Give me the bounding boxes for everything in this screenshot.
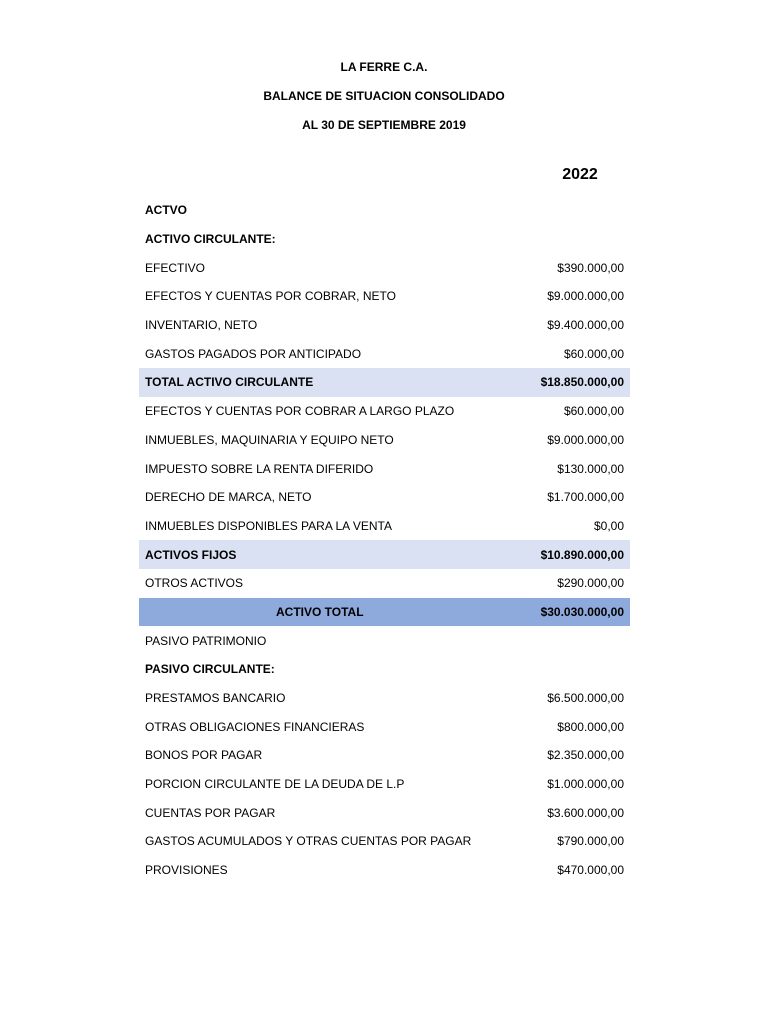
row-amount: $9.000.000,00 xyxy=(547,289,624,304)
row-label: PORCION CIRCULANTE DE LA DEUDA DE L.P xyxy=(145,777,405,792)
row-amount: $0,00 xyxy=(593,518,624,533)
table-row xyxy=(139,483,630,512)
table-row xyxy=(139,397,630,426)
table-row xyxy=(139,512,630,541)
table-row xyxy=(139,311,630,340)
row-label: CUENTAS POR PAGAR xyxy=(145,805,276,820)
subtotal-row-activos-fijos xyxy=(139,540,630,569)
row-amount: $9.400.000,00 xyxy=(547,318,624,333)
row-label: GASTOS ACUMULADOS Y OTRAS CUENTAS POR PAGAR xyxy=(145,834,472,849)
row-label: OTROS ACTIVOS xyxy=(145,576,244,591)
row-amount: $1.000.000,00 xyxy=(547,777,624,792)
table-row xyxy=(139,827,630,856)
row-label: IMPUESTO SOBRE LA RENTA DIFERIDO xyxy=(145,461,374,476)
total-row-activo-total xyxy=(139,598,630,627)
row-label: GASTOS PAGADOS POR ANTICIPADO xyxy=(145,346,362,361)
row-amount: $6.500.000,00 xyxy=(547,691,624,706)
table-row xyxy=(139,856,630,885)
row-label: ACTIVO TOTAL xyxy=(276,604,364,619)
row-label: ACTIVO CIRCULANTE: xyxy=(145,232,276,247)
row-label: EFECTIVO xyxy=(145,260,206,275)
row-amount: $290.000,00 xyxy=(557,576,624,591)
row-label: INMUEBLES, MAQUINARIA Y EQUIPO NETO xyxy=(145,432,394,447)
row-label: OTRAS OBLIGACIONES FINANCIERAS xyxy=(145,719,365,734)
table-row xyxy=(139,339,630,368)
table-row xyxy=(139,426,630,455)
row-amount: $9.000.000,00 xyxy=(547,432,624,447)
section-heading-pasivo-patrimonio xyxy=(139,626,630,655)
row-amount: $60.000,00 xyxy=(563,404,624,419)
balance-sheet-table xyxy=(139,196,630,885)
table-row xyxy=(139,569,630,598)
row-amount: $60.000,00 xyxy=(563,346,624,361)
row-amount: $3.600.000,00 xyxy=(547,805,624,820)
section-heading-pasivo-circulante xyxy=(139,655,630,684)
row-amount: $470.000,00 xyxy=(557,863,624,878)
row-amount: $10.890.000,00 xyxy=(540,547,624,562)
company-name: LA FERRE C.A. xyxy=(340,60,428,74)
row-amount: $1.700.000,00 xyxy=(547,490,624,505)
table-row xyxy=(139,454,630,483)
row-label: PRESTAMOS BANCARIO xyxy=(145,691,286,706)
row-amount: $800.000,00 xyxy=(557,719,624,734)
row-label: ACTVO xyxy=(145,203,187,218)
report-title: BALANCE DE SITUACION CONSOLIDADO xyxy=(263,89,505,103)
row-label: ACTIVOS FIJOS xyxy=(145,547,237,562)
row-label: INMUEBLES DISPONIBLES PARA LA VENTA xyxy=(145,518,392,533)
column-year-header: 2022 xyxy=(562,166,598,183)
subtotal-row-total-activo-circulante xyxy=(139,368,630,397)
report-date: AL 30 DE SEPTIEMBRE 2019 xyxy=(302,118,466,132)
row-label: PASIVO CIRCULANTE: xyxy=(145,662,275,677)
row-label: PROVISIONES xyxy=(145,863,228,878)
row-amount: $30.030.000,00 xyxy=(540,604,624,619)
row-label: PASIVO PATRIMONIO xyxy=(145,633,267,648)
row-amount: $390.000,00 xyxy=(557,260,624,275)
row-label: BONOS POR PAGAR xyxy=(145,748,263,763)
row-label: EFECTOS Y CUENTAS POR COBRAR A LARGO PLAZO xyxy=(145,404,455,419)
row-label: DERECHO DE MARCA, NETO xyxy=(145,490,312,505)
section-heading-activo-circulante xyxy=(139,225,630,254)
row-amount: $130.000,00 xyxy=(557,461,624,476)
row-label: TOTAL ACTIVO CIRCULANTE xyxy=(145,375,314,390)
section-heading-activo xyxy=(139,196,630,225)
table-row xyxy=(139,684,630,713)
row-label: EFECTOS Y CUENTAS POR COBRAR, NETO xyxy=(145,289,396,304)
table-row xyxy=(139,712,630,741)
row-amount: $790.000,00 xyxy=(557,834,624,849)
table-row xyxy=(139,798,630,827)
table-row xyxy=(139,770,630,799)
table-row xyxy=(139,253,630,282)
row-amount: $2.350.000,00 xyxy=(547,748,624,763)
table-row xyxy=(139,741,630,770)
table-row xyxy=(139,282,630,311)
row-amount: $18.850.000,00 xyxy=(540,375,624,390)
row-label: INVENTARIO, NETO xyxy=(145,318,258,333)
